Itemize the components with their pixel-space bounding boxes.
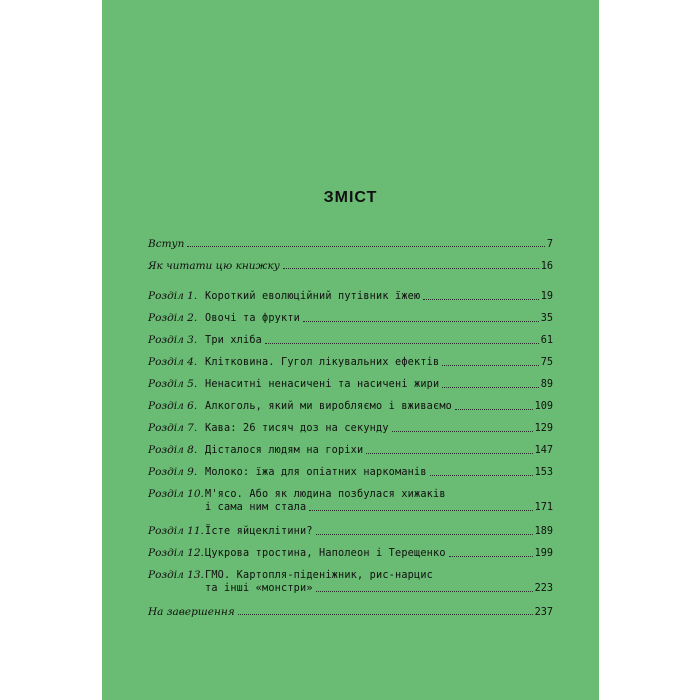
toc-page-number: 35: [540, 313, 553, 324]
toc-entry-chapter-3[interactable]: [148, 334, 553, 356]
toc-entry-intro[interactable]: [148, 238, 553, 260]
toc-entry-chapter-1[interactable]: [148, 290, 553, 312]
chapter-label: Розділ 3.: [148, 334, 198, 346]
dot-leader: [316, 534, 533, 535]
chapter-title: М'ясо. Або як людина позбулася хижаків: [205, 489, 446, 500]
toc-page-number: 147: [534, 445, 553, 456]
chapter-label: Розділ 10.: [148, 488, 204, 500]
chapter-title-continued: і сама ним стала: [205, 502, 307, 513]
toc-front-matter: [148, 238, 553, 282]
toc-page-number: 109: [534, 401, 553, 412]
toc-entry-chapter-8[interactable]: [148, 444, 553, 466]
chapter-label: Розділ 6.: [148, 400, 198, 412]
toc-page-number: 89: [540, 379, 553, 390]
toc-entry-chapter-11[interactable]: [148, 525, 553, 547]
toc-entry-label: На завершення: [148, 606, 235, 618]
chapter-label: Розділ 9.: [148, 466, 198, 478]
chapter-title: Дісталося людям на горіхи: [205, 445, 364, 456]
dot-leader: [283, 268, 539, 269]
chapter-title: Цукрова тростина, Наполеон і Терещенко: [205, 548, 446, 559]
toc-page-number: 153: [534, 467, 553, 478]
toc-title: ЗМІСТ: [323, 189, 378, 206]
dot-leader: [430, 475, 533, 476]
toc-entry-label: Вступ: [148, 238, 185, 250]
toc-entry-chapter-7[interactable]: [148, 422, 553, 444]
chapter-label: Розділ 11.: [148, 525, 204, 537]
toc-page-number: 129: [534, 423, 553, 434]
toc-entry-chapter-12[interactable]: [148, 547, 553, 569]
toc-page-number: 189: [534, 526, 553, 537]
chapter-title-continued: та інші «монстри»: [205, 583, 313, 594]
toc-entry-how-to-read[interactable]: [148, 260, 553, 282]
chapter-label: Розділ 7.: [148, 422, 198, 434]
dot-leader: [238, 614, 533, 615]
chapter-label: Розділ 5.: [148, 378, 198, 390]
dot-leader: [366, 453, 532, 454]
chapter-label: Розділ 1.: [148, 290, 198, 302]
dot-leader: [442, 365, 538, 366]
dot-leader: [265, 343, 539, 344]
toc-page-number: 223: [534, 583, 553, 594]
toc-page-number: 199: [534, 548, 553, 559]
chapter-label: Розділ 8.: [148, 444, 198, 456]
chapter-title: Їсте яйцеклітини?: [205, 526, 313, 537]
toc-page-number: 7: [546, 239, 553, 250]
toc-entry-chapter-2[interactable]: [148, 312, 553, 334]
chapter-title: Алкоголь, який ми виробляємо і вживаємо: [205, 401, 453, 412]
chapter-label: Розділ 12.: [148, 547, 204, 559]
toc-entry-chapter-10[interactable]: [148, 488, 553, 525]
chapter-title: Клітковина. Гугол лікувальних ефектів: [205, 357, 440, 368]
dot-leader: [303, 321, 539, 322]
toc-page-number: 61: [540, 335, 553, 346]
dot-leader: [455, 409, 533, 410]
dot-leader: [309, 510, 532, 511]
toc-page-number: 237: [534, 607, 553, 618]
chapter-title: Ненаситні ненасичені та насичені жири: [205, 379, 440, 390]
toc-entry-label: Як читати цю книжку: [148, 260, 280, 272]
dot-leader: [187, 246, 544, 247]
toc-page-number: 171: [534, 502, 553, 513]
chapter-label: Розділ 4.: [148, 356, 198, 368]
toc-page-number: 16: [540, 261, 553, 272]
toc-page-number: 19: [540, 291, 553, 302]
chapter-title: Молоко: їжа для опіатних наркоманів: [205, 467, 427, 478]
chapter-label: Розділ 2.: [148, 312, 198, 324]
chapter-title: ГМО. Картопля-піденіжник, рис-нарцис: [205, 570, 434, 581]
toc-chapters: [148, 290, 553, 606]
toc-back-matter: [148, 606, 553, 628]
chapter-label: Розділ 13.: [148, 569, 204, 581]
chapter-title: Три хліба: [205, 335, 263, 346]
dot-leader: [316, 591, 533, 592]
dot-leader: [442, 387, 538, 388]
dot-leader: [392, 431, 533, 432]
toc-entry-chapter-4[interactable]: [148, 356, 553, 378]
toc-entry-conclusion[interactable]: [148, 606, 553, 628]
toc-entry-chapter-6[interactable]: [148, 400, 553, 422]
toc-entry-chapter-9[interactable]: [148, 466, 553, 488]
toc-entry-chapter-5[interactable]: [148, 378, 553, 400]
chapter-title: Кава: 26 тисяч доз на секунду: [205, 423, 389, 434]
dot-leader: [449, 556, 533, 557]
chapter-title: Короткий еволюційний путівник їжею: [205, 291, 421, 302]
toc-entry-chapter-13[interactable]: [148, 569, 553, 606]
dot-leader: [423, 299, 538, 300]
toc-page-number: 75: [540, 357, 553, 368]
chapter-title: Овочі та фрукти: [205, 313, 301, 324]
book-page: [102, 0, 599, 700]
